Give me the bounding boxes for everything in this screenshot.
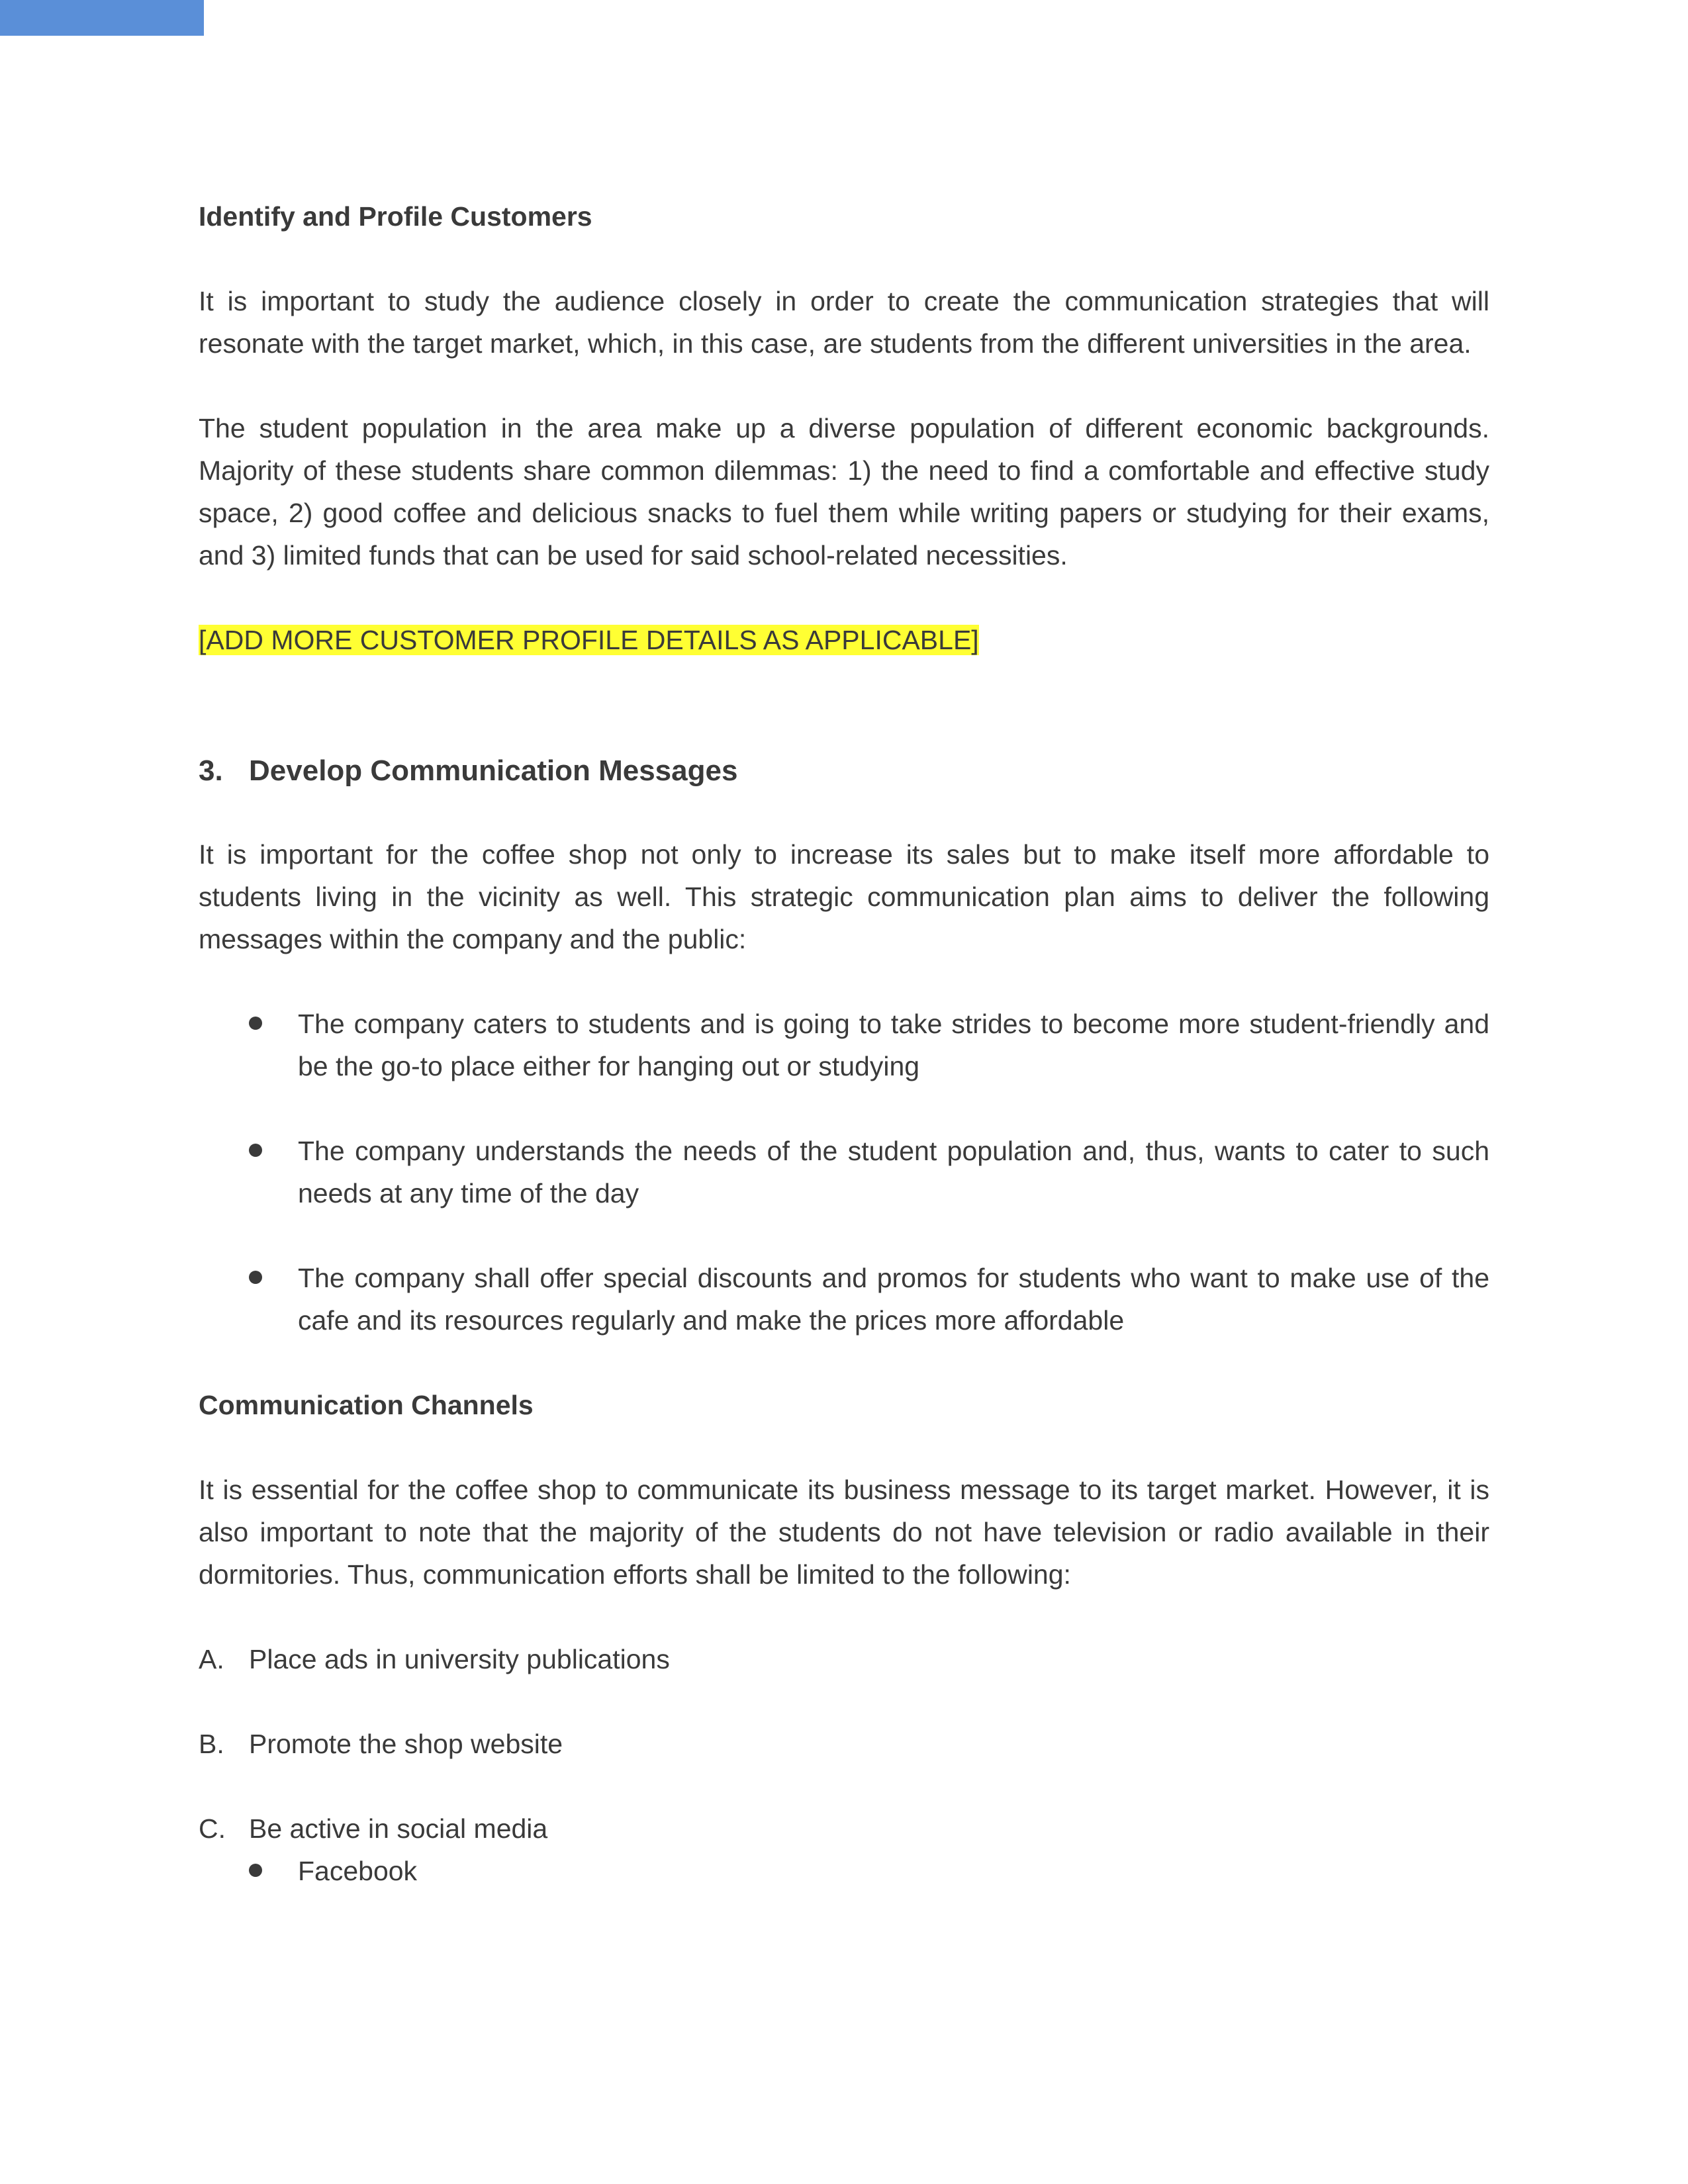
- section-3-intro: It is important for the coffee shop not only to increase its sales but to make itself more affordable to students living in the vicinity as well. This strategic communication plan aims to deliver the following messages within the company and the public:: [199, 839, 1489, 954]
- bullet-icon: [199, 1130, 298, 1214]
- list-item: [199, 1003, 1489, 1087]
- channels-intro: It is essential for the coffee shop to communicate its business message to its target market. However, it is also important to note that the majority of the students do not have television or radio available in their dormitories. Thus, communication efforts shall be limited to the following:: [199, 1475, 1489, 1590]
- message-text: The company understands the needs of the student population and, thus, wants to cater to such needs at any time of the day: [298, 1136, 1489, 1208]
- list-item: [199, 1638, 1489, 1680]
- channels-heading: Communication Channels: [199, 1390, 534, 1420]
- channels-list: [199, 1638, 1489, 1850]
- bullet-icon: [199, 1257, 298, 1342]
- list-item: [199, 1130, 1489, 1214]
- document-page: [199, 195, 1489, 1892]
- list-letter: A.: [199, 1644, 224, 1674]
- message-text: The company shall offer special discounts and promos for students who want to make use of the cafe and its resources regularly and make the prices more affordable: [298, 1263, 1489, 1336]
- section-3-heading: [199, 750, 1489, 792]
- channel-text: Be active in social media: [249, 1813, 548, 1844]
- section-title: Develop Communication Messages: [249, 754, 738, 787]
- customer-profile-paragraph-2: The student population in the area make up a diverse population of different economic backgrounds. Majority of these students share common dilemmas: 1) the need to find a comfortable and effective study space, 2) good coffee and delicious snacks to fuel them while writing papers or studying for their exams, and 3) limited funds that can be used for said school-related necessities.: [199, 413, 1489, 570]
- bullet-icon: [199, 1003, 298, 1087]
- placeholder-note: [199, 619, 1489, 661]
- channel-text: Place ads in university publications: [249, 1644, 670, 1674]
- list-letter: C.: [199, 1813, 226, 1844]
- social-media-item: [199, 1850, 1489, 1892]
- customer-profile-heading: Identify and Profile Customers: [199, 201, 592, 232]
- list-letter: B.: [199, 1729, 224, 1759]
- section-number: 3.: [199, 754, 223, 787]
- list-item: [199, 1257, 1489, 1342]
- channel-text: Promote the shop website: [249, 1729, 563, 1759]
- customer-profile-paragraph-1: It is important to study the audience closely in order to create the communication strategies that will resonate with the target market, which, in this case, are students from the different universities in the area.: [199, 286, 1489, 359]
- bullet-icon: [199, 1850, 298, 1892]
- social-media-text: Facebook: [298, 1856, 418, 1886]
- messages-list: [199, 1003, 1489, 1342]
- corner-tab-decoration: [0, 0, 204, 36]
- message-text: The company caters to students and is going to take strides to become more student-friendly and be the go-to place either for hanging out or studying: [298, 1009, 1489, 1081]
- list-item: [199, 1807, 1489, 1850]
- list-item: [199, 1723, 1489, 1765]
- placeholder-highlight: [ADD MORE CUSTOMER PROFILE DETAILS AS APPLICABLE]: [199, 625, 979, 655]
